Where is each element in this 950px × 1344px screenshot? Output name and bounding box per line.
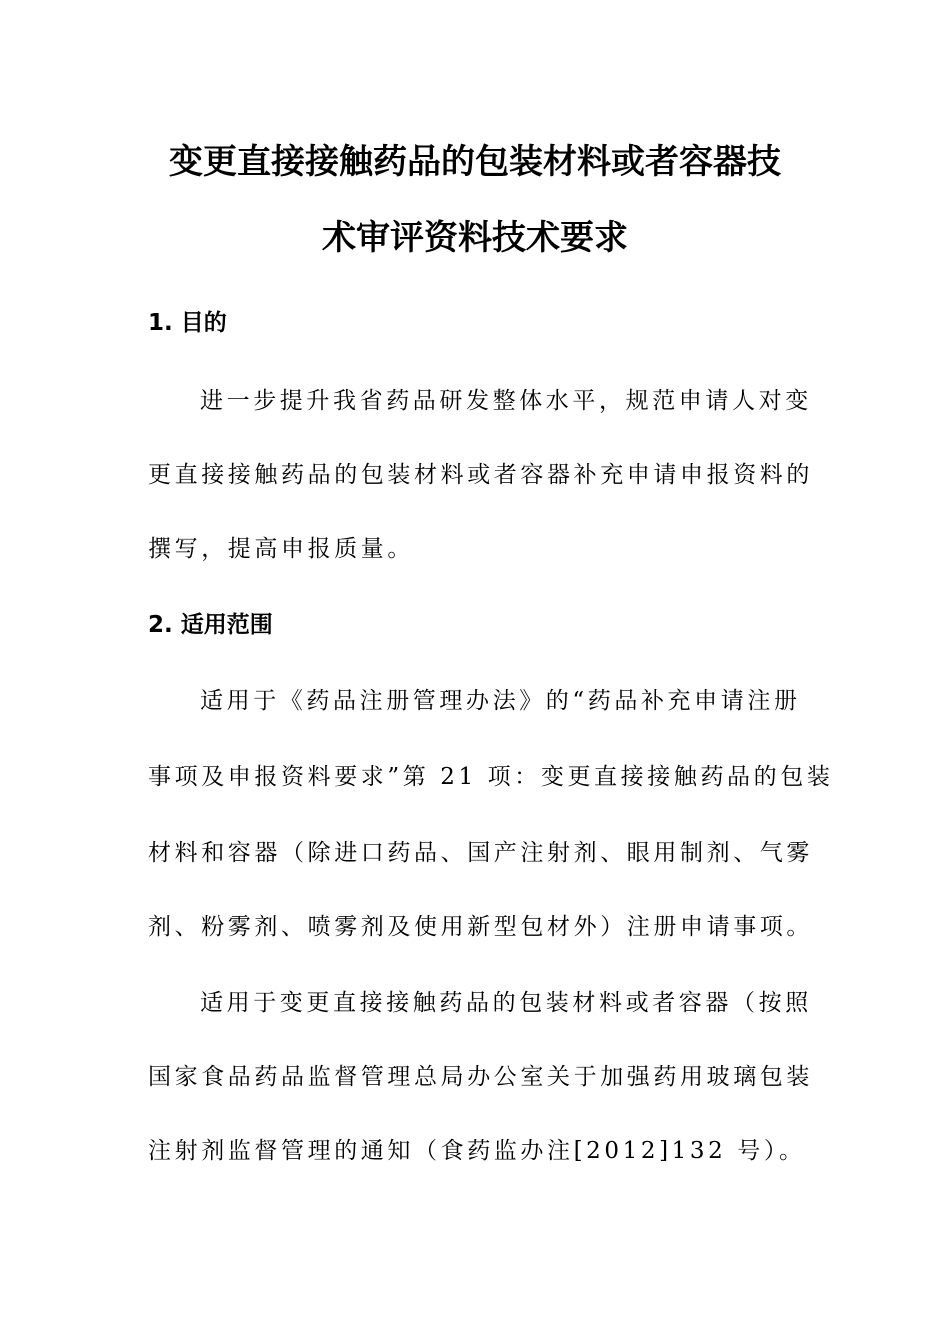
section-heading-purpose: 1. 目的 bbox=[148, 310, 227, 336]
paragraph-line: 更直接接触药品的包装材料或者容器补充申请申报资料的 bbox=[148, 462, 813, 488]
paragraph-line: 材料和容器（除进口药品、国产注射剂、眼用制剂、气雾 bbox=[148, 840, 813, 866]
paragraph-line: 适用于变更直接接触药品的包装材料或者容器（按照 bbox=[200, 990, 812, 1016]
paragraph-line: 进一步提升我省药品研发整体水平，规范申请人对变 bbox=[200, 388, 812, 414]
document-title-line-2: 术审评资料技术要求 bbox=[322, 218, 628, 258]
paragraph-line: 注射剂监督管理的通知（食药监办注[2012]132 号）。 bbox=[148, 1138, 806, 1164]
document-title-line-1: 变更直接接触药品的包装材料或者容器技 bbox=[169, 142, 781, 182]
section-heading-scope: 2. 适用范围 bbox=[148, 612, 273, 638]
paragraph-line: 国家食品药品监督管理总局办公室关于加强药用玻璃包装 bbox=[148, 1064, 813, 1090]
paragraph-line: 适用于《药品注册管理办法》的“药品补充申请注册 bbox=[200, 688, 801, 714]
paragraph-line: 事项及申报资料要求”第 21 项：变更直接接触药品的包装 bbox=[148, 764, 834, 790]
paragraph-line: 剂、粉雾剂、喷雾剂及使用新型包材外）注册申请事项。 bbox=[148, 914, 813, 940]
paragraph-line: 撰写，提高申报质量。 bbox=[148, 536, 414, 562]
